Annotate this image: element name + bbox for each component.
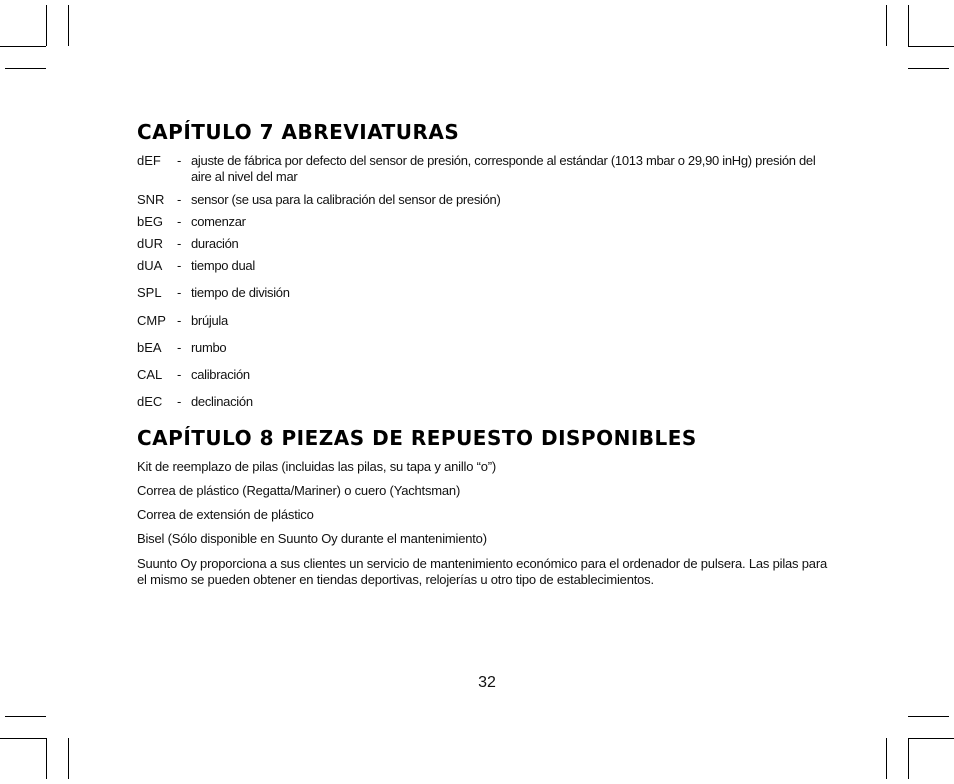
abbreviation-description: tiempo dual	[191, 258, 255, 273]
crop-mark	[68, 738, 69, 779]
abbreviation-description: calibración	[191, 367, 250, 382]
spare-part-line: Correa de extensión de plástico	[137, 507, 314, 522]
chapter-8-title: CAPÍTULO 8 PIEZAS DE REPUESTO DISPONIBLES	[137, 426, 697, 450]
abbreviation-description: sensor (se usa para la calibración del sensor de presión)	[191, 192, 501, 207]
separator-dash: -	[177, 394, 182, 409]
separator-dash: -	[177, 367, 182, 382]
abbreviation-description: comenzar	[191, 214, 246, 229]
separator-dash: -	[177, 214, 182, 229]
abbreviation-code: SPL	[137, 285, 162, 300]
abbreviation-code: SNR	[137, 192, 165, 207]
separator-dash: -	[177, 258, 182, 273]
abbreviation-description: tiempo de división	[191, 285, 290, 300]
abbreviation-code: bEA	[137, 340, 162, 355]
crop-mark	[908, 738, 954, 739]
crop-mark	[0, 738, 46, 739]
crop-mark	[908, 68, 949, 69]
separator-dash: -	[177, 236, 182, 251]
spare-part-line: Kit de reemplazo de pilas (incluidas las pilas, su tapa y anillo “o”)	[137, 459, 497, 474]
separator-dash: -	[177, 313, 182, 328]
separator-dash: -	[177, 285, 182, 300]
abbreviation-description: duración	[191, 236, 239, 251]
abbreviation-code: CMP	[137, 313, 166, 328]
crop-mark	[46, 5, 47, 46]
abbreviation-description: brújula	[191, 313, 228, 328]
crop-mark	[5, 716, 46, 717]
abbreviation-code: dUR	[137, 236, 164, 251]
crop-mark	[68, 5, 69, 46]
crop-mark	[5, 68, 46, 69]
abbreviation-description: declinación	[191, 394, 253, 409]
abbreviation-code: dUA	[137, 258, 163, 273]
abbreviation-code: dEF	[137, 153, 161, 168]
crop-mark	[886, 5, 887, 46]
separator-dash: -	[177, 340, 182, 355]
crop-mark	[908, 738, 909, 779]
crop-mark	[908, 716, 949, 717]
crop-mark	[46, 738, 47, 779]
abbreviation-code: dEC	[137, 394, 163, 409]
abbreviation-description: rumbo	[191, 340, 227, 355]
crop-mark	[908, 5, 909, 46]
crop-mark	[886, 738, 887, 779]
abbreviation-code: CAL	[137, 367, 163, 382]
abbreviation-code: bEG	[137, 214, 164, 229]
spare-part-line: Bisel (Sólo disponible en Suunto Oy durante el mantenimiento)	[137, 531, 487, 546]
page-number: 32	[478, 674, 496, 691]
crop-mark	[0, 46, 46, 47]
service-paragraph: Suunto Oy proporciona a sus clientes un servicio de mantenimiento económico para el ordenador de pulsera. Las pilas para el mismo se pueden obtener en tiendas deportivas, relojerías u otro tipo de establecimientos.	[137, 556, 827, 587]
chapter-7-title: CAPÍTULO 7 ABREVIATURAS	[137, 120, 460, 144]
separator-dash: -	[177, 192, 182, 207]
abbreviation-description: ajuste de fábrica por defecto del sensor de presión, corresponde al estándar (1013 mbar o 29,90 inHg) presión del aire al nivel del mar	[191, 153, 816, 184]
crop-mark	[908, 46, 954, 47]
separator-dash: -	[177, 153, 182, 168]
spare-part-line: Correa de plástico (Regatta/Mariner) o cuero (Yachtsman)	[137, 483, 461, 498]
